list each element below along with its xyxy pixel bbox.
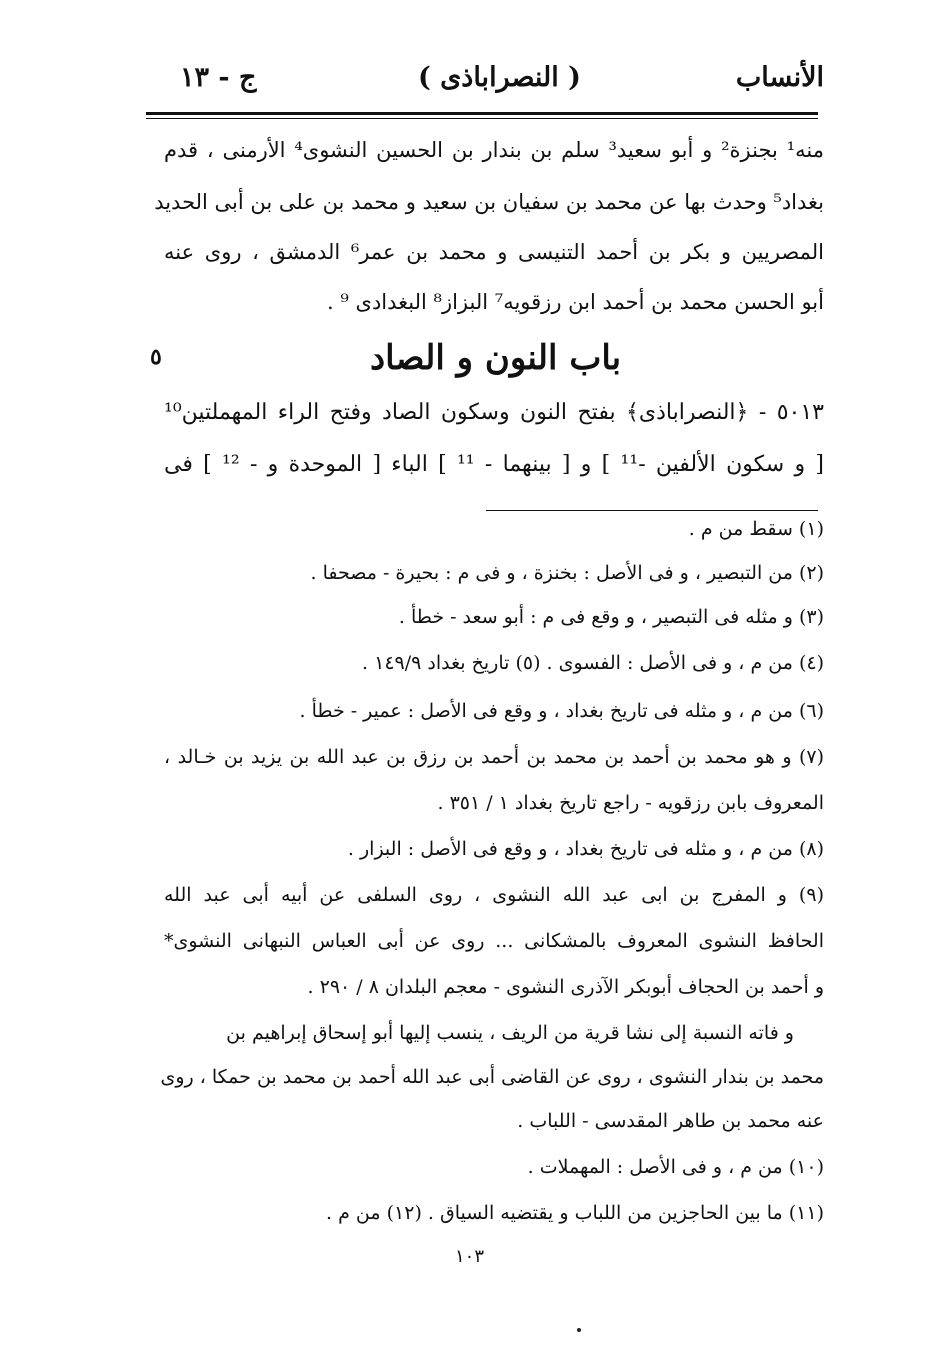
- body-line-2: بغداد⁵ وحدث بها عن محمد بن سفيان بن سعيد و محمد بن على بن أبى الحديد: [154, 190, 824, 214]
- running-header-nisba: ( النصراباذى ): [418, 62, 581, 93]
- footnote-9-line-3: و أحمد بن الحجاف أبوبكر الآذرى النشوى - معجم البلدان ٨ / ٢٩٠ .: [307, 976, 824, 998]
- footnote-9-line-5: محمد بن بندار النشوى ، روى عن القاضى أبى عبد الله أحمد بن محمد بن حمكا ، روى: [160, 1066, 824, 1088]
- body-line-1: منه¹ بجنزة² و أبو سعيد³ سلم بن بندار بن الحسين النشوى⁴ الأرمنى ، قدم: [164, 138, 824, 162]
- footnote-3: (٣) و مثله فى التبصير ، و وقع فى م : أبو سعد - خطأ .: [398, 606, 824, 628]
- footnote-1: (١) سقط من م .: [688, 518, 824, 540]
- footnote-11-12: (١١) ما بين الحاجزين من اللباب و يقتضيه السياق . (١٢) من م .: [326, 1202, 824, 1224]
- body-line-3: المصريين و بكر بن أحمد التنيسى و محمد بن عمر⁶ الدمشق ، روى عنه: [164, 240, 825, 264]
- header-rule-thick: [146, 112, 818, 115]
- print-speck: [577, 1328, 581, 1332]
- entry-line-2: [ و سكون الألفين -¹¹ ] و [ بينهما - ¹¹ ] الباء [ الموحدة و - ¹² ] فى: [164, 452, 824, 477]
- footnote-6: (٦) من م ، و مثله فى تاريخ بغداد ، و وقع فى الأصل : عمير - خطأ .: [299, 700, 824, 722]
- footnote-2: (٢) من التبصير ، و فى الأصل : بخنزة ، و فى م : بحيرة - مصحفا .: [310, 562, 824, 584]
- footnote-9-line-1: (٩) و المفرج بن ابى عبد الله النشوى ، روى السلفى عن أبيه أبى عبد الله: [164, 884, 824, 906]
- section-line-number: ٥: [150, 344, 162, 370]
- footnote-10: (١٠) من م ، و فى الأصل : المهملات .: [527, 1156, 824, 1178]
- header-rule-thin: [146, 118, 818, 119]
- footnote-7-line-2: المعروف بابن رزقويه - راجع تاريخ بغداد ١ / ٣٥١ .: [437, 792, 824, 814]
- section-title: باب النون و الصاد: [370, 338, 622, 378]
- footnote-9-line-2: الحافظ النشوى المعروف بالمشكانى ... روى عن أبى العباس النبهانى النشوى*: [164, 930, 824, 952]
- footnote-separator: [486, 510, 818, 511]
- footnote-8: (٨) من م ، و مثله فى تاريخ بغداد ، و وقع فى الأصل : البزار .: [347, 838, 824, 860]
- footnote-9-line-4: و فاته النسبة إلى نشا قرية من الريف ، ينسب إليها أبو إسحاق إبراهيم بن: [226, 1022, 794, 1044]
- page-number: ١٠٣: [455, 1246, 485, 1267]
- footnote-7-line-1: (٧) و هو محمد بن أحمد بن محمد بن أحمد بن رزق بن عبد الله بن يزيد بن خـالد ،: [164, 746, 824, 768]
- running-header-volume: ج - ١٣: [180, 62, 257, 93]
- entry-line-1: ٥٠١٣ - ﴿النصراباذى﴾ بفتح النون وسكون الصاد وفتح الراء المهملتين¹⁰: [164, 400, 824, 425]
- running-header-title: الأنساب: [735, 62, 824, 93]
- footnote-9-line-6: عنه محمد بن طاهر المقدسى - اللباب .: [517, 1110, 824, 1132]
- body-line-4: أبو الحسن محمد بن أحمد ابن رزقويه⁷ البزاز⁸ البغدادى ⁹ .: [327, 290, 824, 314]
- footnote-4-5: (٤) من م ، و فى الأصل : الفسوى . (٥) تاريخ بغداد ١٤٩/٩ .: [362, 652, 824, 674]
